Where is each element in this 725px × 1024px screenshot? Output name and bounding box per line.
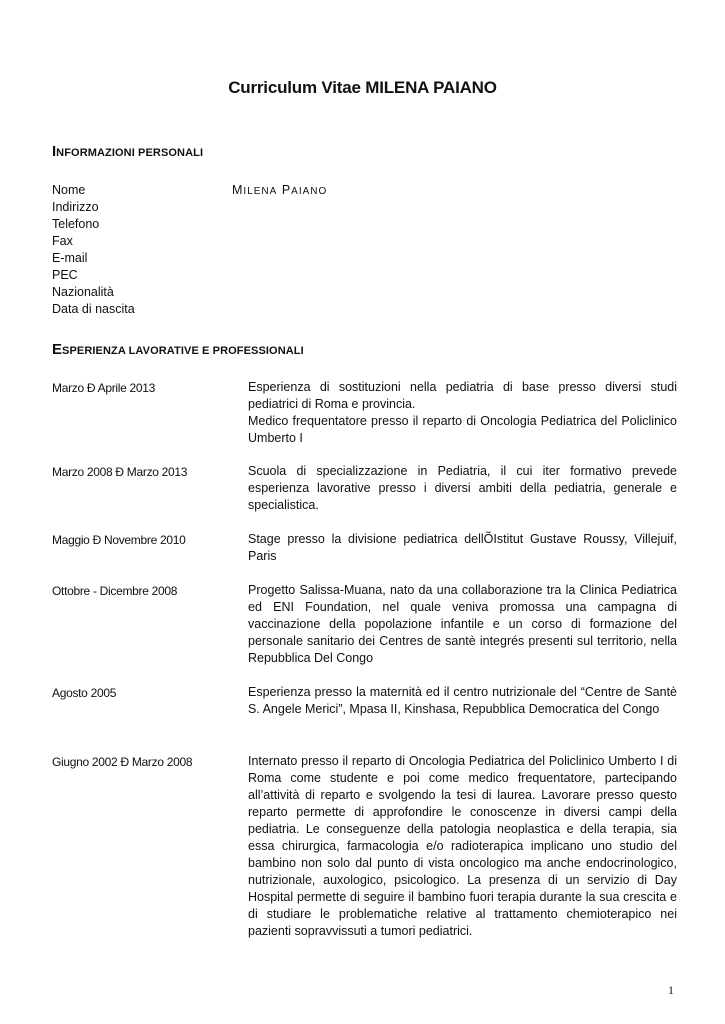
description-paragraph: Medico frequentatore presso il reparto di Oncologia Pediatrica del Policlinico Umberto I xyxy=(248,414,677,445)
last-name-rest: AIANO xyxy=(291,186,328,197)
label-indirizzo: Indirizzo xyxy=(52,200,99,214)
first-name-initial: M xyxy=(232,183,244,197)
experience-description xyxy=(248,753,677,940)
description-paragraph: Scuola di specializzazione in Pediatria, il cui iter formativo prevede esperienza lavorative presso i diversi ambiti della pediatria, generale e specialistica. xyxy=(248,464,677,512)
description-paragraph: Stage presso la divisione pediatrica dellÕIstitut Gustave Roussy, Villejuif, Paris xyxy=(248,532,677,563)
experience-description xyxy=(248,684,677,718)
experience-date: Ottobre - Dicembre 2008 xyxy=(52,584,178,598)
experience-description xyxy=(248,379,677,447)
description-paragraph: Progetto Salissa-Muana, nato da una collaborazione tra la Clinica Pediatrica ed ENI Foundation, nel quale veniva promossa una campagna di vaccinazione della popolazione infantile e un corso di formazione del personale sanitario dei Centres de santè integrés presenti sul territorio, nella Repubblica Del Congo xyxy=(248,583,677,665)
label-nome: Nome xyxy=(52,183,86,197)
experience-date: Marzo Ð Aprile 2013 xyxy=(52,381,156,395)
experience-date: Maggio Ð Novembre 2010 xyxy=(52,533,186,547)
description-paragraph: Esperienza di sostituzioni nella pediatria di base presso diversi studi pediatrici di Roma e provincia. xyxy=(248,380,677,411)
heading-initial: E xyxy=(52,341,63,358)
last-name-initial: P xyxy=(281,183,292,197)
experience-date: Agosto 2005 xyxy=(52,686,117,700)
heading-rest: SPERIENZA LAVORATIVE E PROFESSIONALI xyxy=(62,345,304,357)
label-nazionalita: Nazionalità xyxy=(52,285,114,299)
experience-description xyxy=(248,531,677,565)
personal-info-heading xyxy=(52,143,203,160)
page-number: 1 xyxy=(668,983,674,997)
experience-description xyxy=(248,582,677,667)
first-name-rest: ILENA xyxy=(243,186,278,197)
personal-info-labels xyxy=(52,182,135,318)
experience-date: Giugno 2002 Ð Marzo 2008 xyxy=(52,755,193,769)
description-paragraph: Internato presso il reparto di Oncologia Pediatrica del Policlinico Umberto I di Roma come studente e poi come medico frequentatore, partecipando all’attività di reparto e svolgendo la tesi di laurea. Lavorare presso questo reparto permette di approfondire le conoscenze in diversi campi della pediatria. Le conseguenze della patologia neoplastica e della terapia, sia essa chirurgica, farmacologia e/o radioterapica implicano uno studio del bambino non solo dal punto di vista oncologico ma anche endocrinologico, nutrizionale, auxologico, psicologico. La presenza di un servizio di Day Hospital permette di seguire il bambino fuori terapia durante la sua crescita e di studiare le problematiche relative al trattamento chemioterapico nei pazienti sopravvissuti a tumori pediatrici. xyxy=(248,754,677,938)
heading-initial: I xyxy=(52,143,57,160)
experience-description xyxy=(248,463,677,514)
experience-date: Marzo 2008 Ð Marzo 2013 xyxy=(52,465,188,479)
description-paragraph: Esperienza presso la maternità ed il centro nutrizionale del “Centre de Santè S. Angele Merici”, Mpasa II, Kinshasa, Repubblica Democratica del Congo xyxy=(248,685,677,716)
heading-rest: NFORMAZIONI PERSONALI xyxy=(56,147,204,159)
experience-heading xyxy=(52,341,304,358)
name-value xyxy=(232,182,327,200)
label-fax: Fax xyxy=(52,234,73,248)
label-data-nascita: Data di nascita xyxy=(52,302,135,316)
document-title: Curriculum Vitae MILENA PAIANO xyxy=(228,78,497,97)
label-email: E-mail xyxy=(52,251,88,265)
label-telefono: Telefono xyxy=(52,217,100,231)
label-pec: PEC xyxy=(52,268,78,282)
